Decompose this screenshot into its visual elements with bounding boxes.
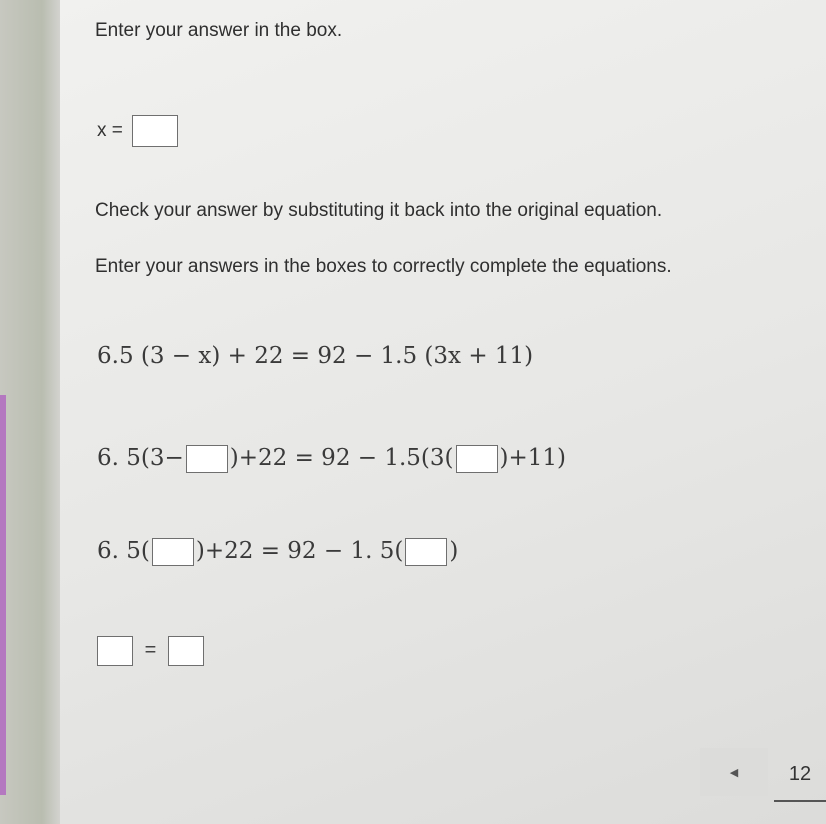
accent-edge [0, 395, 6, 795]
step3-right-input[interactable] [168, 636, 204, 666]
step1-prefix: 6. 5(3− [97, 445, 184, 471]
instruction-enter-answer: Enter your answer in the box. [95, 20, 343, 41]
instruction-enter-answers: Enter your answers in the boxes to correctly complete the equations. [95, 256, 672, 277]
step1-suffix: )+11) [499, 445, 566, 471]
equation-step-3 [97, 636, 204, 666]
step3-equals: = [144, 639, 157, 662]
left-triangle-icon: ◀ [729, 766, 739, 779]
page-number[interactable]: 12 [774, 748, 826, 802]
step2-first-input[interactable] [152, 538, 194, 566]
step1-middle: )+22 = 92 − 1.5(3( [229, 445, 454, 471]
x-label: x = [97, 120, 123, 142]
original-equation: 6.5 (3 − x) + 22 = 92 − 1.5 (3x + 11) [97, 343, 534, 369]
previous-page-button[interactable] [700, 748, 768, 796]
step2-suffix: ) [449, 538, 459, 564]
equation-step-1 [97, 445, 566, 473]
answer-row [97, 115, 178, 147]
left-margin-bar [0, 0, 60, 824]
step2-middle: )+22 = 92 − 1. 5( [195, 538, 404, 564]
step1-first-input[interactable] [186, 445, 228, 473]
instruction-check-answer: Check your answer by substituting it back into the original equation. [95, 200, 663, 221]
step3-left-input[interactable] [97, 636, 133, 666]
x-answer-input[interactable] [132, 115, 178, 147]
step1-second-input[interactable] [456, 445, 498, 473]
equation-step-2 [97, 538, 458, 566]
question-panel [60, 0, 826, 824]
step2-second-input[interactable] [405, 538, 447, 566]
step2-prefix: 6. 5( [97, 538, 150, 564]
